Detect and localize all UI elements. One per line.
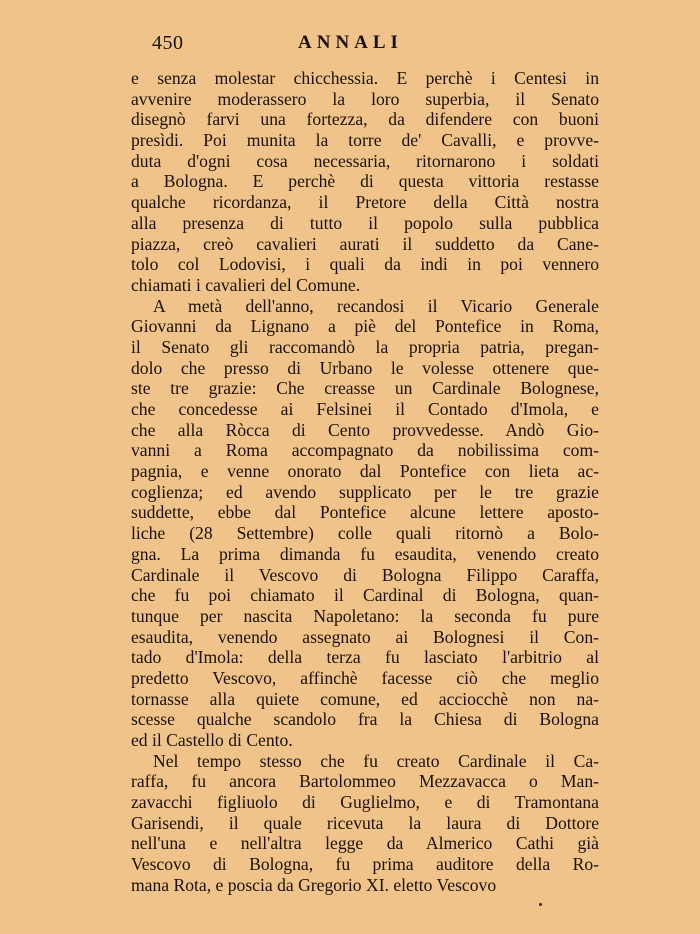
text-line: Cardinale il Vescovo di Bologna Filippo Caraffa,	[131, 564, 599, 585]
text-line: mana Rota, e poscia da Gregorio XI. eletto Vescovo	[131, 874, 497, 895]
text-line: esaudita, venendo assegnato ai Bolognesi il Con-	[131, 626, 599, 647]
text-line: pagnia, e venne onorato dal Pontefice con lieta ac-	[131, 461, 599, 482]
text-line: gna. La prima dimanda fu esaudita, venendo creato	[131, 543, 599, 564]
text-line: tunque per nascita Napoletano: la seconda fu pure	[131, 605, 599, 626]
text-line: Giovanni da Lignano a piè del Pontefice in Roma,	[131, 316, 599, 337]
text-line: Nel tempo stesso che fu creato Cardinale il Ca-	[153, 750, 599, 771]
paragraph	[131, 68, 599, 296]
paper-speck	[539, 903, 542, 906]
text-line: dolo che presso di Urbano le volesse ottenere que-	[131, 357, 599, 378]
page-header	[0, 32, 700, 58]
page-number: 450	[152, 32, 184, 54]
text-line: il Senato gli raccomandò la propria patria, pregan-	[131, 336, 599, 357]
text-line: che concedesse ai Felsinei il Contado d'Imola, e	[131, 399, 599, 419]
text-line: disegnò farvi una fortezza, da difendere con buoni	[131, 109, 599, 130]
text-line: qualche ricordanza, il Pretore della Città nostra	[131, 192, 599, 213]
text-line: ed il Castello di Cento.	[131, 730, 293, 750]
text-line: che fu poi chiamato il Cardinal di Bologna, quan-	[131, 585, 599, 606]
text-line: e senza molestar chicchessia. E perchè i Centesi in	[131, 68, 599, 88]
text-line: raffa, fu ancora Bartolommeo Mezzavacca o Man-	[131, 771, 599, 792]
text-line: duta d'ogni cosa necessaria, ritornarono i soldati	[131, 150, 599, 171]
text-line: chiamati i cavalieri del Comune.	[131, 274, 361, 295]
text-line: piazza, creò cavalieri aurati il suddetto da Cane-	[131, 233, 599, 254]
paragraph	[131, 296, 599, 751]
running-title: ANNALI	[298, 32, 403, 53]
text-line: Vescovo di Bologna, fu prima auditore della Ro-	[131, 854, 599, 875]
text-line: vanni a Roma accompagnato da nobilissima com-	[131, 440, 599, 461]
text-line: ste tre grazie: Che creasse un Cardinale Bolognese,	[131, 378, 599, 399]
text-line: liche (28 Settembre) colle quali ritornò a Bolo-	[131, 523, 599, 544]
text-line: tornasse alla quiete comune, ed acciocchè non na-	[131, 688, 599, 709]
text-line: alla presenza di tutto il popolo sulla pubblica	[131, 212, 599, 233]
text-line: avvenire moderassero la loro superbia, il Senato	[131, 88, 599, 109]
text-line: tado d'Imola: della terza fu lasciato l'arbitrio al	[131, 647, 599, 668]
text-line: scesse qualche scandolo fra la Chiesa di Bologna	[131, 709, 599, 730]
text-line: A metà dell'anno, recandosi il Vicario Generale	[153, 295, 599, 316]
text-line: che alla Ròcca di Cento provvedesse. Andò Gio-	[131, 419, 599, 440]
paragraph	[131, 751, 599, 896]
text-line: predetto Vescovo, affinchè facesse ciò che meglio	[131, 667, 599, 688]
text-line: a Bologna. E perchè di questa vittoria restasse	[131, 171, 599, 192]
text-line: presìdi. Poi munita la torre de' Cavalli, e provve-	[131, 130, 599, 151]
text-line: tolo col Lodovisi, i quali da indi in poi vennero	[131, 254, 599, 275]
text-line: zavacchi figliuolo di Guglielmo, e di Tramontana	[131, 792, 599, 813]
text-line: nell'una e nell'altra legge da Almerico Cathi già	[131, 833, 599, 854]
text-line: coglienza; ed avendo supplicato per le tre grazie	[131, 481, 599, 502]
body-text	[131, 68, 599, 896]
text-line: suddette, ebbe dal Pontefice alcune lettere aposto-	[131, 502, 599, 523]
text-line: Garisendi, il quale ricevuta la laura di Dottore	[131, 812, 599, 833]
